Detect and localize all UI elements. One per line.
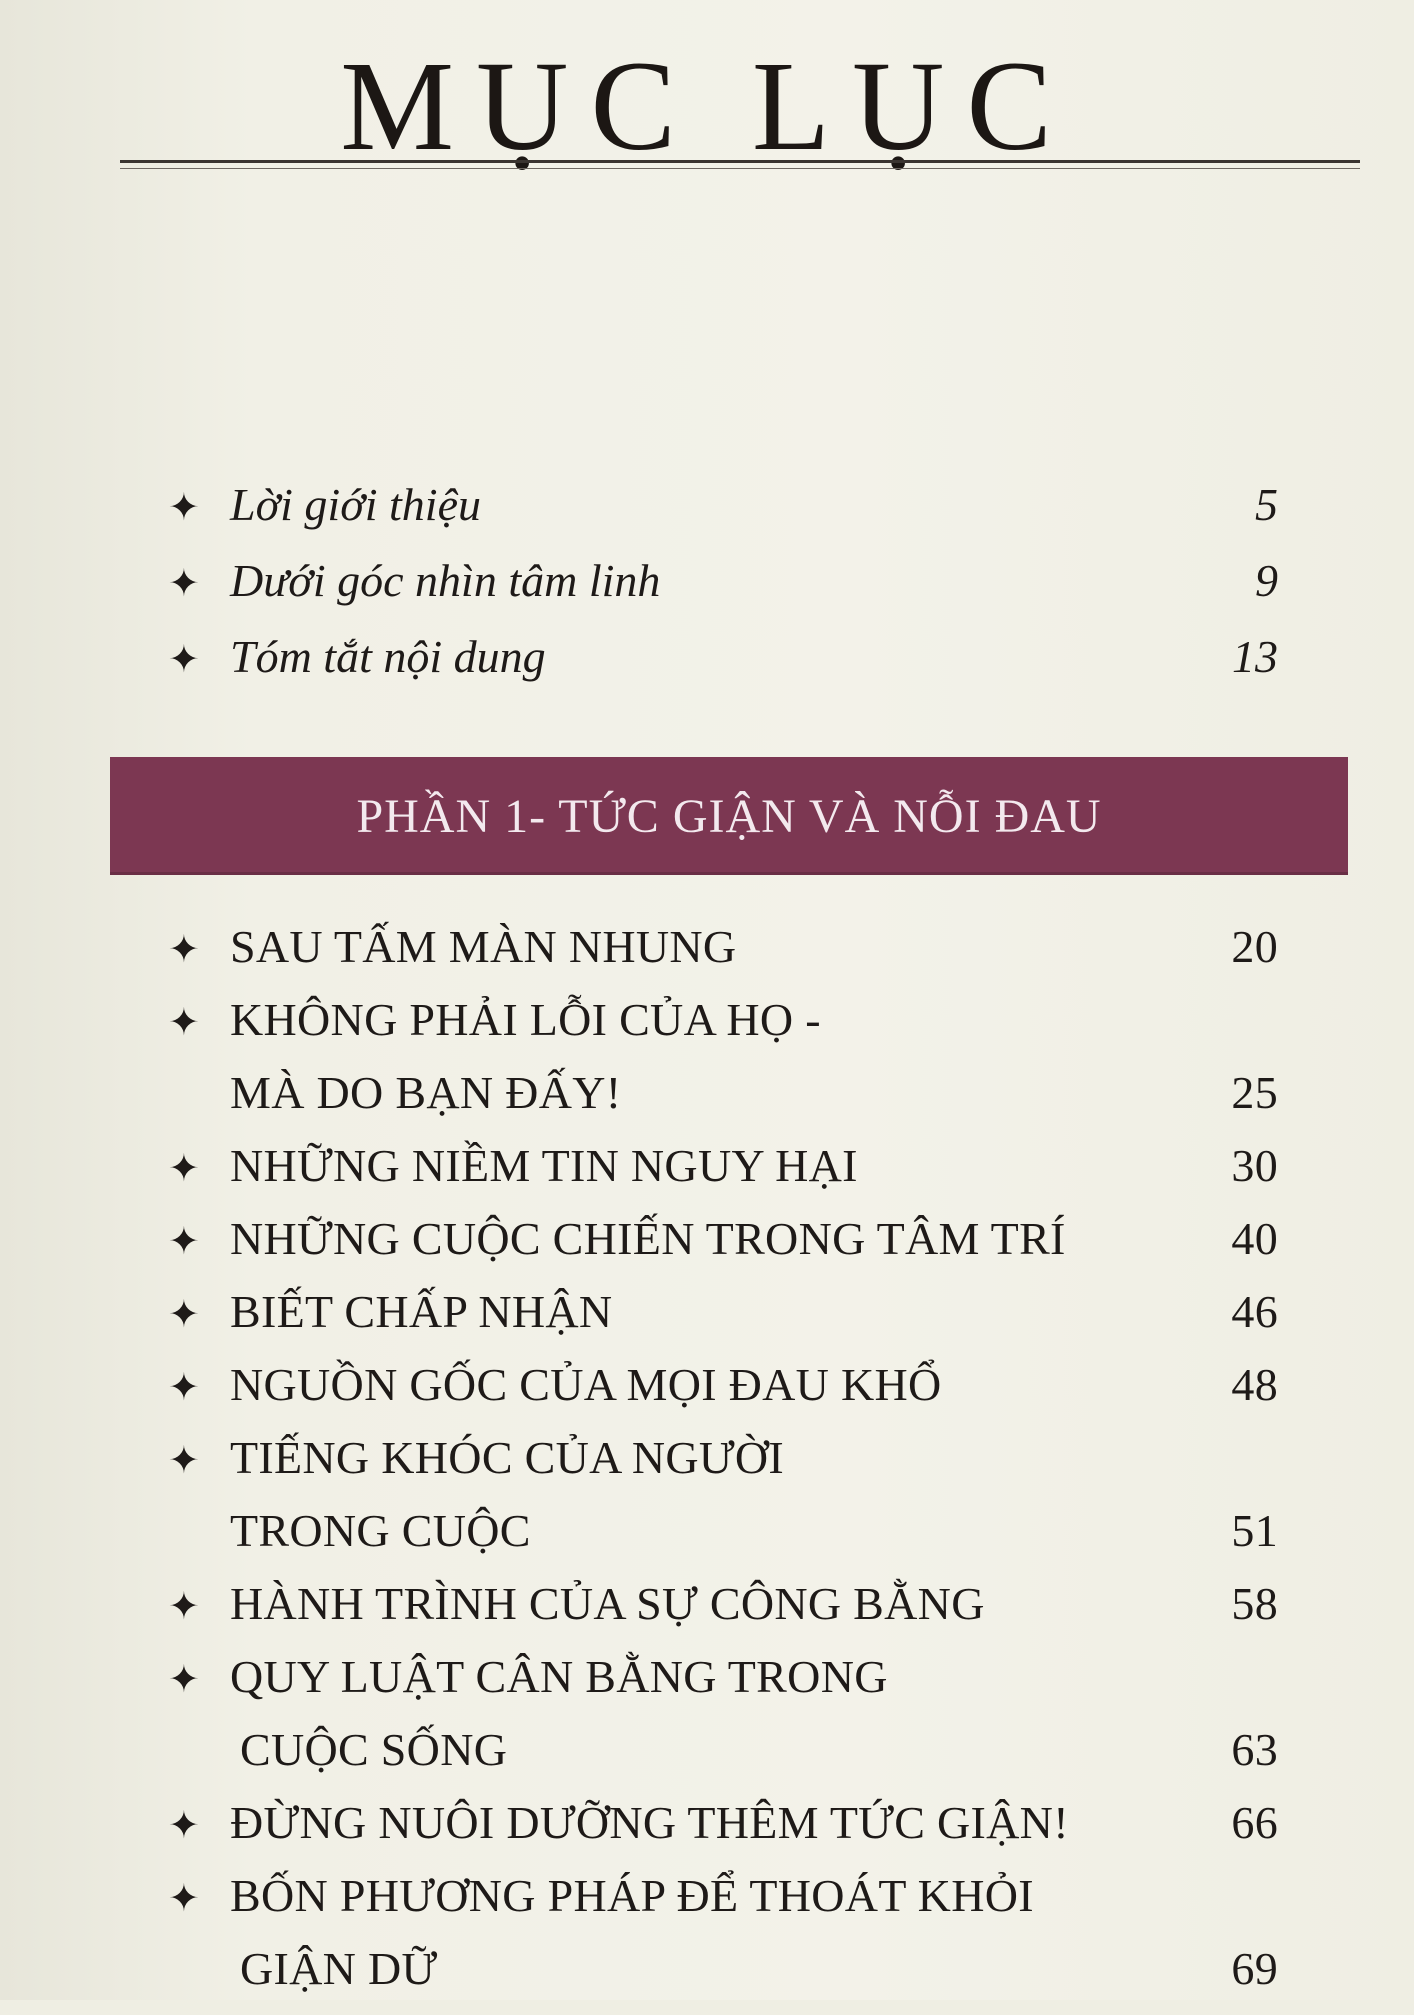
- toc-entry-label: HÀNH TRÌNH CỦA SỰ CÔNG BẰNG: [230, 1578, 985, 1629]
- toc-entry-continuation[interactable]: [168, 1504, 1278, 1577]
- toc-entry-page: 25: [1231, 1067, 1278, 1118]
- toc-entry-page: 48: [1231, 1359, 1278, 1410]
- toc-entry[interactable]: [168, 1869, 1278, 1942]
- toc-entry-label: Dưới góc nhìn tâm linh: [230, 555, 661, 606]
- four-pointed-star-icon: ✦: [168, 1294, 201, 1336]
- toc-entry-label: TRONG CUỘC: [230, 1505, 531, 1556]
- page-title: MỤC LỤC: [340, 35, 1074, 177]
- toc-entry-page: 13: [1232, 631, 1278, 682]
- section-title: PHẦN 1- TỨC GIẬN VÀ NỖI ĐAU: [356, 789, 1102, 843]
- four-pointed-star-icon: ✦: [168, 1659, 201, 1701]
- four-pointed-star-icon: ✦: [168, 1221, 201, 1263]
- toc-entry-label: ĐỪNG NUÔI DƯỠNG THÊM TỨC GIẬN!: [230, 1797, 1069, 1848]
- toc-entry-label: NHỮNG NIỀM TIN NGUY HẠI: [230, 1140, 858, 1191]
- toc-entry-label: GIẬN DỮ: [240, 1943, 438, 1994]
- toc-entry-label: TIẾNG KHÓC CỦA NGƯỜI: [230, 1432, 785, 1483]
- toc-entry[interactable]: [168, 1577, 1278, 1650]
- toc-entry[interactable]: [168, 1358, 1278, 1431]
- four-pointed-star-icon: ✦: [168, 1367, 201, 1409]
- toc-entry[interactable]: [168, 920, 1278, 993]
- four-pointed-star-icon: ✦: [168, 1586, 201, 1628]
- toc-entry[interactable]: [168, 1650, 1278, 1723]
- toc-entry[interactable]: [168, 1796, 1278, 1869]
- toc-entry[interactable]: [168, 478, 1278, 554]
- toc-entry-label: CUỘC SỐNG: [240, 1724, 508, 1775]
- toc-entry-label: Lời giới thiệu: [230, 479, 482, 530]
- title-underline: [120, 160, 1360, 163]
- toc-entry[interactable]: [168, 993, 1278, 1066]
- toc-entry-continuation[interactable]: [168, 1066, 1278, 1139]
- toc-entry-label: NHỮNG CUỘC CHIẾN TRONG TÂM TRÍ: [230, 1213, 1066, 1264]
- toc-entry-label: QUY LUẬT CÂN BẰNG TRONG: [230, 1651, 888, 1702]
- section-banner: [110, 757, 1348, 875]
- toc-entry-page: 30: [1231, 1140, 1278, 1191]
- four-pointed-star-icon: ✦: [168, 1440, 201, 1482]
- toc-entry-page: 58: [1231, 1578, 1278, 1629]
- toc-entry-page: 46: [1231, 1286, 1278, 1337]
- intro-entries: [168, 478, 1278, 706]
- toc-entry-label: SAU TẤM MÀN NHUNG: [230, 921, 737, 972]
- toc-entry-label: MÀ DO BẠN ĐẤY!: [230, 1067, 622, 1118]
- four-pointed-star-icon: ✦: [168, 929, 201, 971]
- chapter-list: [168, 920, 1278, 2015]
- toc-entry[interactable]: [168, 554, 1278, 630]
- toc-entry-label: Tóm tắt nội dung: [230, 631, 546, 682]
- toc-entry-page: 5: [1255, 479, 1278, 530]
- toc-entry-page: 9: [1255, 555, 1278, 606]
- toc-entry[interactable]: [168, 630, 1278, 706]
- toc-entry-page: 20: [1231, 921, 1278, 972]
- toc-entry-page: 69: [1231, 1943, 1278, 1994]
- toc-entry-page: 40: [1231, 1213, 1278, 1264]
- toc-entry-label: BIẾT CHẤP NHẬN: [230, 1286, 613, 1337]
- four-pointed-star-icon: ✦: [168, 487, 200, 529]
- four-pointed-star-icon: ✦: [168, 1805, 201, 1847]
- toc-entry-page: 63: [1231, 1724, 1278, 1775]
- toc-entry-label: NGUỒN GỐC CỦA MỌI ĐAU KHỔ: [230, 1359, 942, 1410]
- four-pointed-star-icon: ✦: [168, 1148, 201, 1190]
- toc-entry[interactable]: [168, 1285, 1278, 1358]
- toc-entry-label: KHÔNG PHẢI LỖI CỦA HỌ -: [230, 994, 821, 1045]
- four-pointed-star-icon: ✦: [168, 1002, 201, 1044]
- toc-entry-continuation[interactable]: [168, 1942, 1278, 2015]
- four-pointed-star-icon: ✦: [168, 639, 200, 681]
- toc-entry[interactable]: [168, 1212, 1278, 1285]
- toc-entry[interactable]: [168, 1431, 1278, 1504]
- title-underline-thin: [120, 168, 1360, 169]
- toc-entry[interactable]: [168, 1139, 1278, 1212]
- toc-entry-label: BỐN PHƯƠNG PHÁP ĐỂ THOÁT KHỎI: [230, 1870, 1034, 1921]
- four-pointed-star-icon: ✦: [168, 1878, 201, 1920]
- four-pointed-star-icon: ✦: [168, 563, 200, 605]
- toc-entry-page: 66: [1231, 1797, 1278, 1848]
- toc-entry-page: 51: [1231, 1505, 1278, 1556]
- toc-entry-continuation[interactable]: [168, 1723, 1278, 1796]
